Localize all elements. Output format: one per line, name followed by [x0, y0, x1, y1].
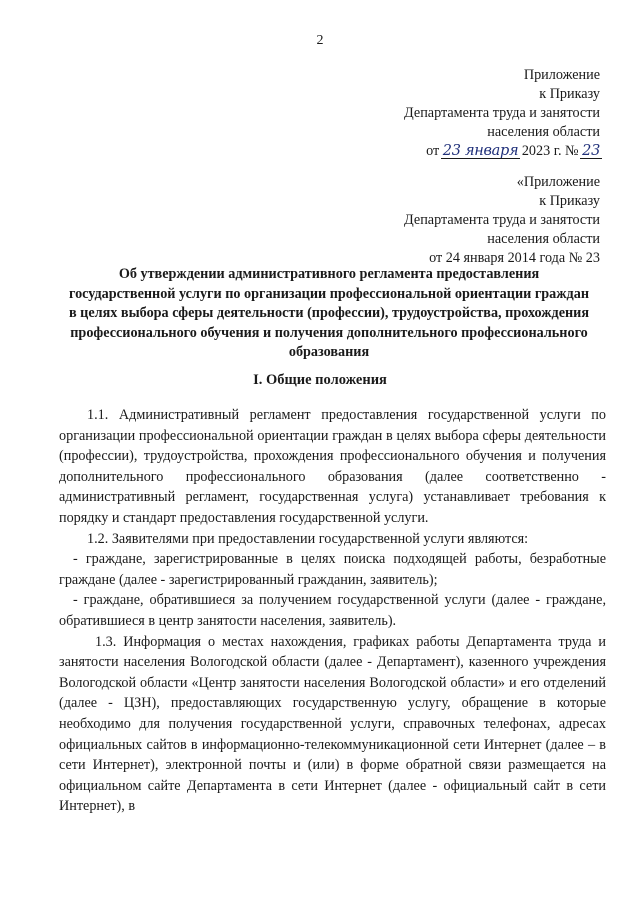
document-body: [59, 405, 606, 817]
paragraph-1-1: 1.1. Административный регламент предоставления государственной услуги по организации профессиональной ориентации граждан в целях выбора сферы деятельности (профессии), трудоустройства, прохождения профессионального обучения и получения дополнительного профессионального образования (далее соответственно - административный регламент, государственная услуга) устанавливает требования к порядку и стандарт предоставления государственной услуги.: [59, 407, 606, 526]
original-appendix-header: [404, 173, 600, 268]
original-appendix-line-3: Департамента труда и занятости: [404, 212, 600, 228]
original-appendix-line-4: населения области: [487, 231, 600, 247]
original-appendix-line-1: «Приложение: [516, 174, 600, 190]
date-prefix: от: [426, 143, 440, 159]
handwritten-date: 23 января: [442, 143, 519, 159]
page-number: 2: [316, 33, 324, 48]
paragraph-1-2: 1.2. Заявителями при предоставлении государственной услуги являются:: [87, 530, 529, 547]
section-heading: I. Общие положения: [253, 372, 387, 388]
appendix-line-4: населения области: [487, 124, 600, 140]
date-suffix: 2023 г. №: [521, 143, 579, 159]
handwritten-number: 23: [582, 143, 600, 159]
document-title: Об утверждении административного регламента предоставления государственной услуги по организации профессиональной ориентации граждан в целях выбора сферы деятельности (профессии), трудоустройства, прохождения профессионального обучения и получения дополнительного профессионального образования: [68, 266, 590, 360]
original-appendix-line-5: от 24 января 2014 года № 23: [429, 250, 600, 266]
appendix-header: [404, 66, 600, 161]
appendix-line-1: Приложение: [523, 67, 600, 83]
original-appendix-line-2: к Приказу: [539, 193, 600, 209]
list-item-registered-citizens: - граждане, зарегистрированные в целях поиска подходящей работы, безработные граждане (далее - зарегистрированный гражданин, заявитель);: [59, 551, 606, 588]
appendix-line-2: к Приказу: [539, 86, 600, 102]
list-item-applying-citizens: - граждане, обратившиеся за получением государственной услуги (далее - граждане, обратившиеся в центр занятости населения, заявитель).: [59, 592, 606, 629]
paragraph-1-3: 1.3. Информация о местах нахождения, графиках работы Департамента труда и занятости населения Вологодской области (далее - Департамент), казенного учреждения Вологодской области «Центр занятости населения Вологодской области» и его отделений (далее - ЦЗН), предоставляющих государственную услугу, обращение в которые необходимо для получения государственной услуги, справочных телефонах, адресах официальных сайтов в информационно-телекоммуникационной сети Интернет (далее – в сети Интернет), электронной почты и (или) в форме обратной связи размещается на официальном сайте Департамента в сети Интернет (далее - официальный сайт в сети Интернет), в: [59, 633, 606, 815]
appendix-date-line: [404, 142, 600, 161]
appendix-line-3: Департамента труда и занятости: [404, 105, 600, 121]
